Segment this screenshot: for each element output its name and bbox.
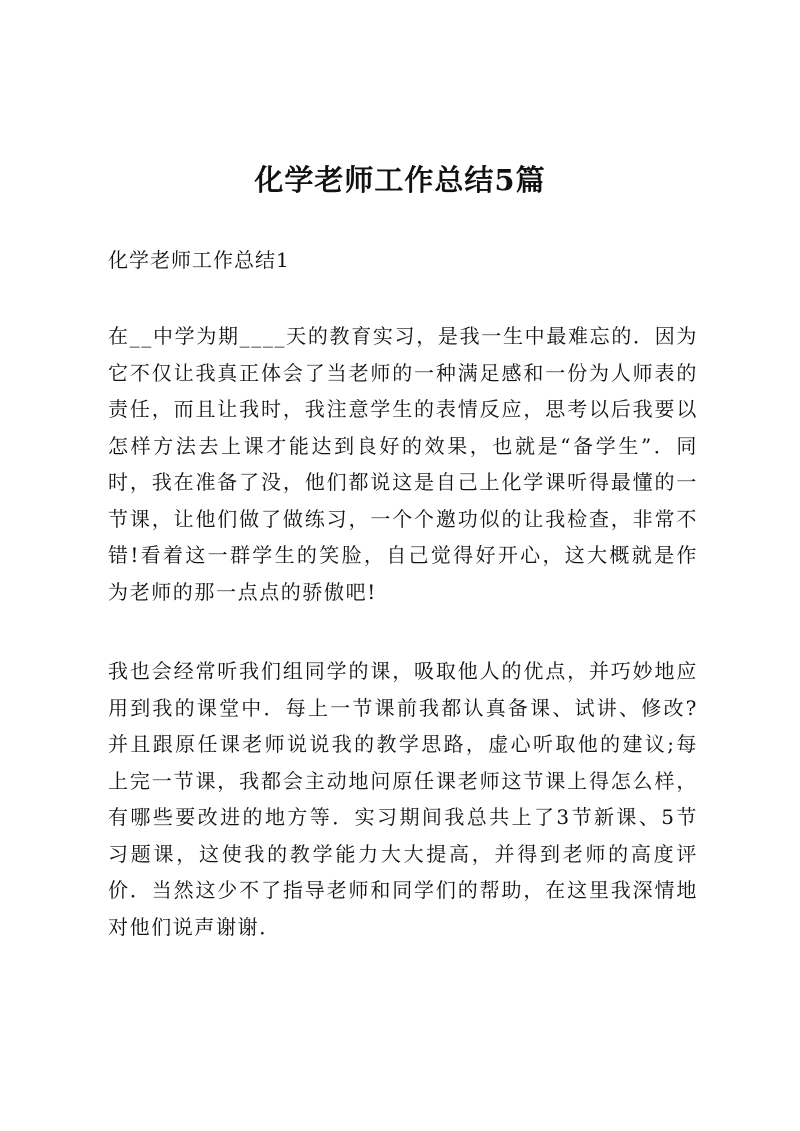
document-title: 化学老师工作总结5篇 [254, 163, 546, 197]
section-heading: 化学老师工作总结1 [108, 248, 290, 272]
paragraph-2: 我也会经常听我们组同学的课，吸取他人的优点，并巧妙地应用到我的课堂中．每上一节课前我都认真备课、试讲、修改?并且跟原任课老师说说我的教学思路，虚心听取他的建议;每上完一节课，我都会主动地问原任课老师这节课上得怎么样，有哪些要改进的地方等．实习期间我总共上了3节新课、5节习题课，这使我的教学能力大大提高，并得到老师的高度评价．当然这少不了指导老师和同学们的帮助，在这里我深情地对他们说声谢谢． [108, 659, 698, 939]
paragraph-1: 在__中学为期____天的教育实习，是我一生中最难忘的．因为它不仅让我真正体会了当老师的一种满足感和一份为人师表的责任，而且让我时，我注意学生的表情反应，思考以后我要以怎样方法去上课才能达到良好的效果，也就是“备学生”．同时，我在准备了没，他们都说这是自己上化学课听得最懂的一节课，让他们做了做练习，一个个邀功似的让我检查，非常不错!看着这一群学生的笑脸，自己觉得好开心，这大概就是作为老师的那一点点的骄傲吧! [108, 324, 698, 604]
